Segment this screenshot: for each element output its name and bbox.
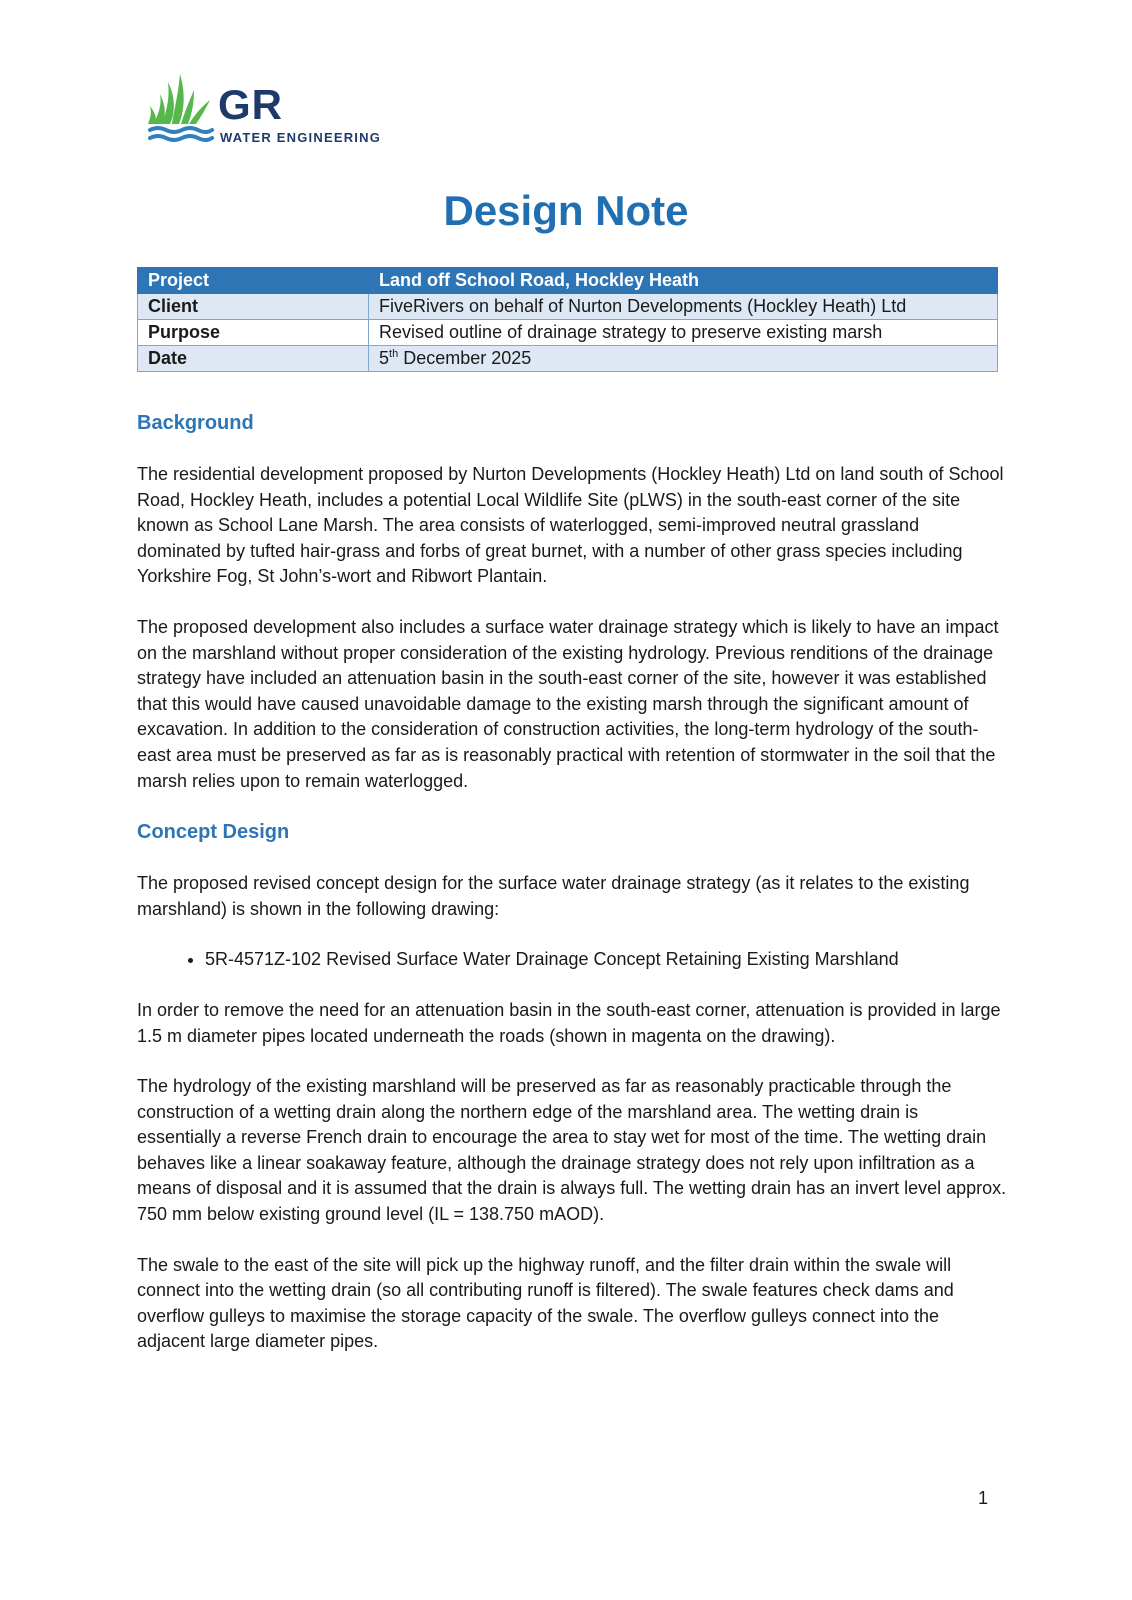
date-day: 5 bbox=[379, 348, 390, 368]
table-key-date: Date bbox=[138, 346, 369, 372]
project-info-table bbox=[137, 267, 998, 372]
background-paragraph: The proposed development also includes a surface water drainage strategy which is likely to have an impact on the marshland without proper consideration of the existing hydrology. Previous renditions of the drainage strategy have included an attenuation basin in the south-east corner of the site, however it was established that this would have caused unavoidable damage to the existing marsh through the significant amount of excavation. In addition to the consideration of construction activities, the long-term hydrology of the south-east area must be preserved as far as is reasonably practical with retention of stormwater in the soil that the marsh relies upon to remain waterlogged. bbox=[137, 616, 999, 791]
date-rest: December 2025 bbox=[398, 348, 532, 368]
concept-intro-paragraph: The proposed revised concept design for the surface water drainage strategy (as it relates to the existing marshland) is shown in the following drawing: bbox=[137, 873, 970, 919]
grass-waves-icon bbox=[148, 74, 218, 148]
concept-paragraph: The hydrology of the existing marshland will be preserved as far as reasonably practicable through the construction of a wetting drain along the northern edge of the marshland area. The wetting drain is essentially a reverse French drain to encourage the area to stay wet for most of the time. The wetting drain behaves like a linear soakaway feature, although the drainage strategy does not rely upon infiltration as a means of disposal and it is assumed that the drain is always full. The wetting drain has an invert level approx. 750 mm below existing ground level (IL = 138.750 mAOD). bbox=[137, 1076, 1007, 1225]
page-title: Design Note bbox=[443, 187, 689, 234]
logo-subtitle: WATER ENGINEERING bbox=[220, 130, 382, 145]
table-value-date bbox=[369, 346, 998, 372]
background-paragraph: The residential development proposed by Nurton Developments (Hockley Heath) Ltd on land south of School Road, Hockley Heath, includes a potential Local Wildlife Site (pLWS) in the south-east corner of the site known as School Lane Marsh. The area consists of waterlogged, semi-improved neutral grassland dominated by tufted hair-grass and forbs of great burnet, with a number of other grass species including Yorkshire Fog, St John’s-wort and Ribwort Plantain. bbox=[137, 464, 1004, 587]
page-number: 1 bbox=[978, 1488, 989, 1508]
section-heading-background: Background bbox=[137, 412, 254, 434]
table-key-purpose: Purpose bbox=[138, 320, 369, 346]
table-row bbox=[138, 268, 998, 294]
table-key-client: Client bbox=[138, 294, 369, 320]
table-key-project: Project bbox=[138, 268, 369, 294]
list-item: • 5R-4571Z-102 Revised Surface Water Drainage Concept Retaining Existing Marshland bbox=[205, 947, 1007, 973]
company-logo bbox=[148, 74, 398, 148]
table-row bbox=[138, 294, 998, 320]
document-body bbox=[137, 410, 1007, 1380]
logo-wordmark: GR bbox=[218, 81, 283, 128]
concept-paragraph: The swale to the east of the site will pick up the highway runoff, and the filter drain within the swale will connect into the wetting drain (so all contributing runoff is filtered). The swale features check dams and overflow gulleys to maximise the storage capacity of the swale. The overflow gulleys connect into the adjacent large diameter pipes. bbox=[137, 1254, 954, 1352]
concept-paragraph: In order to remove the need for an attenuation basin in the south-east corner, attenuation is provided in large 1.5 m diameter pipes located underneath the roads (shown in magenta on the drawing). bbox=[137, 999, 1001, 1046]
drawing-list bbox=[137, 947, 1007, 973]
table-row bbox=[138, 320, 998, 346]
table-row bbox=[138, 346, 998, 372]
date-suffix: th bbox=[389, 348, 399, 360]
section-heading-concept-design: Concept Design bbox=[137, 821, 290, 844]
table-value-client: FiveRivers on behalf of Nurton Developments (Hockley Heath) Ltd bbox=[369, 294, 998, 320]
table-value-purpose: Revised outline of drainage strategy to preserve existing marsh bbox=[369, 320, 998, 346]
table-value-project: Land off School Road, Hockley Heath bbox=[369, 268, 998, 294]
